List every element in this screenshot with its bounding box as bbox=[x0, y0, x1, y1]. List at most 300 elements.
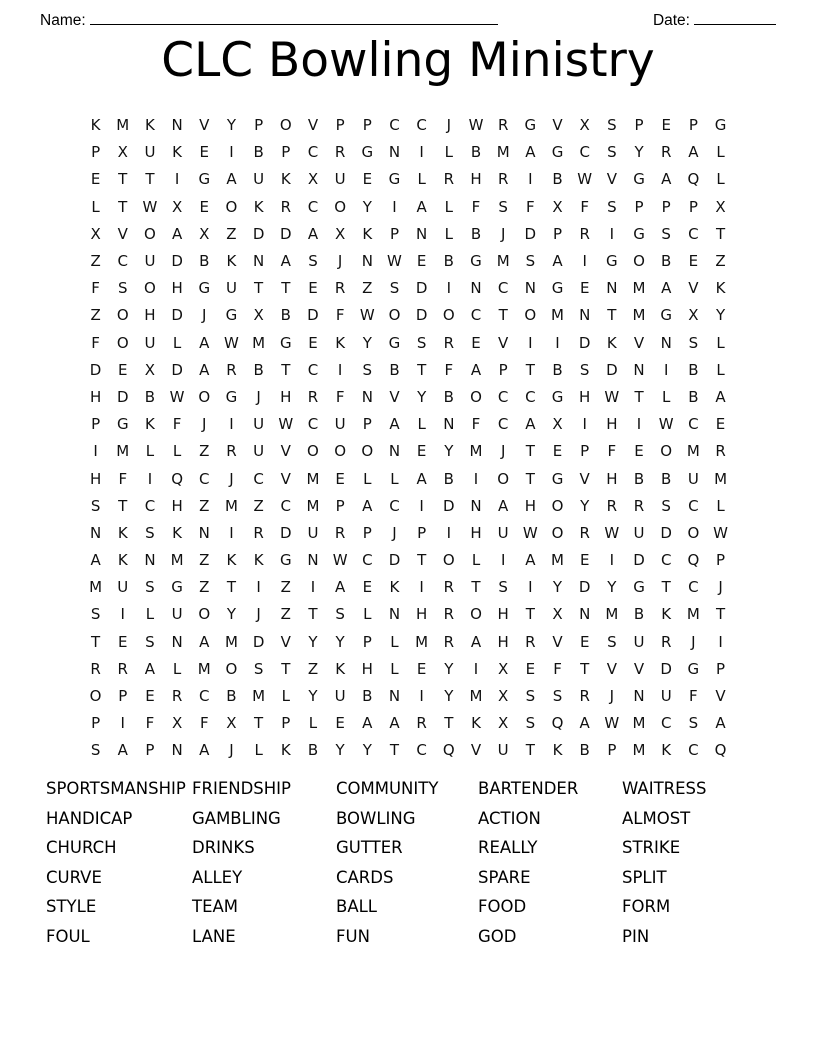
grid-letter[interactable]: C bbox=[253, 469, 264, 488]
grid-letter[interactable]: R bbox=[579, 224, 590, 243]
grid-letter[interactable]: B bbox=[280, 306, 291, 325]
grid-letter[interactable]: G bbox=[606, 252, 618, 271]
word-list-item[interactable]: FOUL bbox=[46, 926, 90, 946]
grid-letter[interactable]: T bbox=[525, 741, 535, 760]
grid-letter[interactable]: J bbox=[609, 687, 615, 706]
grid-letter[interactable]: T bbox=[525, 605, 535, 624]
grid-letter[interactable]: P bbox=[362, 116, 372, 135]
grid-letter[interactable]: G bbox=[551, 143, 564, 162]
grid-letter[interactable]: G bbox=[551, 279, 564, 298]
grid-letter[interactable]: N bbox=[633, 360, 645, 379]
grid-letter[interactable]: G bbox=[551, 469, 564, 488]
grid-letter[interactable]: M bbox=[116, 442, 130, 461]
grid-letter[interactable]: E bbox=[525, 659, 536, 678]
grid-letter[interactable]: B bbox=[144, 387, 156, 406]
grid-letter[interactable]: N bbox=[388, 143, 401, 162]
grid-letter[interactable]: A bbox=[661, 279, 672, 298]
word-list-item[interactable]: FUN bbox=[336, 926, 370, 946]
grid-letter[interactable]: B bbox=[199, 252, 210, 271]
grid-letter[interactable]: H bbox=[171, 496, 183, 515]
grid-letter[interactable]: A bbox=[226, 170, 237, 189]
grid-letter[interactable]: V bbox=[280, 632, 291, 651]
grid-letter[interactable]: M bbox=[496, 143, 510, 162]
grid-letter[interactable]: A bbox=[470, 360, 482, 379]
grid-letter[interactable]: R bbox=[525, 632, 536, 651]
grid-letter[interactable]: I bbox=[528, 333, 533, 352]
grid-letter[interactable]: B bbox=[470, 143, 482, 162]
grid-letter[interactable]: P bbox=[552, 224, 563, 243]
grid-letter[interactable]: N bbox=[524, 279, 536, 298]
grid-letter[interactable]: U bbox=[307, 523, 319, 542]
grid-letter[interactable]: M bbox=[714, 469, 728, 488]
grid-letter[interactable]: P bbox=[716, 659, 726, 678]
grid-letter[interactable]: S bbox=[552, 687, 563, 706]
grid-letter[interactable]: V bbox=[606, 170, 617, 189]
grid-letter[interactable]: G bbox=[116, 415, 129, 434]
grid-letter[interactable]: I bbox=[718, 632, 723, 651]
grid-letter[interactable]: N bbox=[470, 279, 482, 298]
grid-letter[interactable]: W bbox=[604, 387, 620, 406]
grid-letter[interactable]: O bbox=[198, 605, 211, 624]
grid-letter[interactable]: S bbox=[117, 279, 128, 298]
grid-letter[interactable]: B bbox=[253, 360, 264, 379]
grid-letter[interactable]: Z bbox=[280, 578, 291, 597]
grid-letter[interactable]: X bbox=[199, 224, 210, 243]
grid-letter[interactable]: C bbox=[307, 197, 319, 216]
grid-letter[interactable]: Q bbox=[442, 741, 455, 760]
grid-letter[interactable]: H bbox=[606, 469, 618, 488]
word-list-item[interactable]: FORM bbox=[622, 897, 671, 917]
grid-letter[interactable]: Z bbox=[226, 224, 237, 243]
grid-letter[interactable]: I bbox=[337, 360, 343, 379]
word-list-item[interactable]: GAMBLING bbox=[192, 808, 281, 828]
grid-letter[interactable]: S bbox=[498, 197, 508, 216]
grid-letter[interactable]: V bbox=[552, 632, 563, 651]
grid-letter[interactable]: X bbox=[144, 360, 156, 379]
grid-letter[interactable]: M bbox=[306, 496, 320, 515]
grid-letter[interactable]: L bbox=[363, 469, 372, 488]
grid-letter[interactable]: K bbox=[172, 143, 183, 162]
grid-letter[interactable]: X bbox=[90, 224, 101, 243]
grid-letter[interactable]: T bbox=[607, 306, 617, 325]
grid-letter[interactable]: Y bbox=[634, 143, 644, 162]
grid-letter[interactable]: K bbox=[661, 741, 672, 760]
grid-letter[interactable]: I bbox=[636, 415, 642, 434]
grid-letter[interactable]: Y bbox=[335, 632, 345, 651]
grid-letter[interactable]: I bbox=[582, 252, 587, 271]
grid-letter[interactable]: O bbox=[687, 523, 700, 542]
grid-letter[interactable]: K bbox=[117, 551, 128, 570]
grid-letter[interactable]: V bbox=[633, 659, 645, 678]
grid-letter[interactable]: H bbox=[579, 387, 591, 406]
word-list-item[interactable]: BALL bbox=[336, 897, 377, 917]
grid-letter[interactable]: L bbox=[716, 360, 725, 379]
grid-letter[interactable]: W bbox=[604, 523, 620, 542]
grid-letter[interactable]: A bbox=[362, 496, 373, 515]
grid-letter[interactable]: L bbox=[662, 387, 671, 406]
grid-letter[interactable]: K bbox=[280, 170, 291, 189]
grid-letter[interactable]: I bbox=[473, 659, 479, 678]
grid-letter[interactable]: T bbox=[715, 605, 726, 624]
grid-letter[interactable]: G bbox=[279, 551, 292, 570]
grid-letter[interactable]: C bbox=[688, 578, 699, 597]
grid-letter[interactable]: Z bbox=[199, 496, 210, 515]
grid-letter[interactable]: J bbox=[202, 306, 207, 325]
grid-letter[interactable]: C bbox=[579, 143, 590, 162]
grid-letter[interactable]: E bbox=[335, 714, 345, 733]
grid-letter[interactable]: K bbox=[389, 578, 400, 597]
grid-letter[interactable]: M bbox=[686, 605, 700, 624]
grid-letter[interactable]: C bbox=[688, 741, 699, 760]
grid-letter[interactable]: N bbox=[144, 551, 156, 570]
grid-letter[interactable]: M bbox=[632, 741, 646, 760]
word-list-item[interactable]: LANE bbox=[192, 926, 236, 946]
grid-letter[interactable]: Q bbox=[687, 170, 700, 189]
grid-letter[interactable]: E bbox=[199, 143, 210, 162]
grid-letter[interactable]: O bbox=[660, 442, 673, 461]
name-blank-line[interactable] bbox=[90, 11, 498, 25]
grid-letter[interactable]: N bbox=[388, 687, 401, 706]
grid-letter[interactable]: G bbox=[633, 578, 645, 597]
grid-letter[interactable]: H bbox=[497, 632, 509, 651]
grid-letter[interactable]: I bbox=[446, 523, 452, 542]
word-list-item[interactable]: BOWLING bbox=[336, 808, 416, 828]
grid-letter[interactable]: L bbox=[716, 170, 725, 189]
grid-letter[interactable]: F bbox=[91, 279, 100, 298]
grid-letter[interactable]: P bbox=[634, 197, 644, 216]
grid-letter[interactable]: V bbox=[389, 387, 400, 406]
grid-letter[interactable]: D bbox=[89, 360, 102, 379]
grid-letter[interactable]: I bbox=[528, 170, 533, 189]
grid-letter[interactable]: I bbox=[93, 442, 98, 461]
grid-letter[interactable]: D bbox=[415, 279, 428, 298]
grid-letter[interactable]: H bbox=[280, 387, 292, 406]
grid-letter[interactable]: H bbox=[497, 605, 509, 624]
grid-letter[interactable]: K bbox=[253, 551, 264, 570]
grid-letter[interactable]: Z bbox=[307, 659, 319, 678]
grid-letter[interactable]: B bbox=[661, 469, 672, 488]
grid-letter[interactable]: G bbox=[687, 659, 700, 678]
grid-letter[interactable]: I bbox=[229, 523, 234, 542]
grid-letter[interactable]: E bbox=[579, 632, 590, 651]
grid-letter[interactable]: O bbox=[470, 605, 482, 624]
grid-letter[interactable]: O bbox=[524, 306, 537, 325]
grid-letter[interactable]: P bbox=[607, 741, 617, 760]
grid-letter[interactable]: V bbox=[470, 741, 482, 760]
grid-letter[interactable]: D bbox=[116, 387, 129, 406]
grid-letter[interactable]: S bbox=[90, 496, 101, 515]
grid-letter[interactable]: T bbox=[525, 360, 535, 379]
grid-letter[interactable]: D bbox=[252, 224, 265, 243]
grid-letter[interactable]: T bbox=[715, 224, 726, 243]
grid-letter[interactable]: X bbox=[307, 170, 319, 189]
grid-letter[interactable]: Z bbox=[253, 496, 264, 515]
grid-letter[interactable]: L bbox=[417, 415, 426, 434]
grid-letter[interactable]: N bbox=[579, 306, 591, 325]
grid-letter[interactable]: A bbox=[335, 578, 346, 597]
grid-letter[interactable]: Q bbox=[551, 714, 564, 733]
grid-letter[interactable]: A bbox=[280, 252, 291, 271]
grid-letter[interactable]: W bbox=[142, 197, 158, 216]
word-list-item[interactable]: CHURCH bbox=[46, 838, 117, 858]
grid-letter[interactable]: C bbox=[497, 279, 509, 298]
grid-letter[interactable]: U bbox=[497, 741, 509, 760]
grid-letter[interactable]: R bbox=[334, 523, 346, 542]
grid-letter[interactable]: E bbox=[416, 659, 427, 678]
grid-letter[interactable]: P bbox=[91, 714, 101, 733]
grid-letter[interactable]: O bbox=[470, 387, 482, 406]
grid-letter[interactable]: O bbox=[551, 496, 564, 515]
grid-letter[interactable]: V bbox=[280, 442, 291, 461]
grid-letter[interactable]: N bbox=[171, 116, 183, 135]
grid-letter[interactable]: A bbox=[552, 252, 563, 271]
grid-letter[interactable]: J bbox=[256, 387, 261, 406]
grid-letter[interactable]: K bbox=[145, 415, 155, 434]
grid-letter[interactable]: N bbox=[307, 551, 319, 570]
grid-letter[interactable]: X bbox=[552, 197, 563, 216]
grid-letter[interactable]: G bbox=[198, 170, 211, 189]
grid-letter[interactable]: U bbox=[253, 415, 265, 434]
grid-letter[interactable]: J bbox=[229, 741, 234, 760]
grid-letter[interactable]: S bbox=[335, 605, 345, 624]
grid-letter[interactable]: J bbox=[229, 469, 234, 488]
grid-letter[interactable]: B bbox=[633, 469, 645, 488]
grid-letter[interactable]: R bbox=[226, 442, 237, 461]
grid-letter[interactable]: P bbox=[688, 116, 698, 135]
grid-letter[interactable]: R bbox=[280, 197, 291, 216]
grid-letter[interactable]: I bbox=[473, 469, 479, 488]
grid-letter[interactable]: Q bbox=[687, 551, 700, 570]
grid-letter[interactable]: O bbox=[361, 442, 374, 461]
grid-letter[interactable]: U bbox=[225, 279, 237, 298]
grid-letter[interactable]: Y bbox=[580, 496, 590, 515]
grid-letter[interactable]: A bbox=[362, 714, 373, 733]
grid-letter[interactable]: L bbox=[716, 143, 725, 162]
grid-letter[interactable]: S bbox=[145, 578, 155, 597]
grid-letter[interactable]: M bbox=[306, 469, 320, 488]
grid-letter[interactable]: P bbox=[254, 116, 264, 135]
grid-letter[interactable]: J bbox=[500, 442, 506, 461]
grid-letter[interactable]: A bbox=[525, 143, 536, 162]
grid-letter[interactable]: O bbox=[144, 279, 156, 298]
grid-letter[interactable]: E bbox=[715, 415, 726, 434]
grid-letter[interactable]: D bbox=[171, 252, 183, 271]
grid-letter[interactable]: X bbox=[552, 605, 563, 624]
grid-letter[interactable]: T bbox=[226, 578, 237, 597]
grid-letter[interactable]: S bbox=[525, 687, 536, 706]
grid-letter[interactable]: W bbox=[332, 551, 348, 570]
grid-letter[interactable]: V bbox=[117, 224, 128, 243]
grid-letter[interactable]: O bbox=[198, 387, 211, 406]
grid-letter[interactable]: I bbox=[446, 279, 452, 298]
grid-letter[interactable]: A bbox=[498, 496, 509, 515]
grid-letter[interactable]: M bbox=[252, 333, 266, 352]
grid-letter[interactable]: L bbox=[471, 551, 481, 570]
grid-letter[interactable]: U bbox=[633, 632, 645, 651]
grid-letter[interactable]: T bbox=[308, 605, 318, 624]
grid-letter[interactable]: L bbox=[145, 442, 155, 461]
grid-letter[interactable]: E bbox=[90, 170, 101, 189]
grid-letter[interactable]: P bbox=[498, 360, 508, 379]
word-list-item[interactable]: FOOD bbox=[478, 897, 527, 917]
grid-letter[interactable]: C bbox=[660, 551, 672, 570]
grid-letter[interactable]: P bbox=[91, 143, 101, 162]
grid-letter[interactable]: X bbox=[715, 197, 726, 216]
grid-letter[interactable]: D bbox=[606, 360, 618, 379]
grid-letter[interactable]: C bbox=[199, 469, 210, 488]
grid-letter[interactable]: E bbox=[416, 442, 427, 461]
grid-letter[interactable]: U bbox=[334, 687, 346, 706]
grid-letter[interactable]: R bbox=[443, 170, 455, 189]
grid-letter[interactable]: B bbox=[253, 143, 264, 162]
word-list-item[interactable]: REALLY bbox=[478, 838, 538, 858]
grid-letter[interactable]: C bbox=[497, 415, 509, 434]
grid-letter[interactable]: W bbox=[468, 116, 484, 135]
grid-letter[interactable]: V bbox=[280, 469, 291, 488]
grid-letter[interactable]: Z bbox=[715, 252, 726, 271]
grid-letter[interactable]: G bbox=[470, 252, 482, 271]
grid-letter[interactable]: P bbox=[362, 523, 372, 542]
grid-letter[interactable]: R bbox=[497, 170, 509, 189]
grid-letter[interactable]: H bbox=[144, 306, 156, 325]
grid-letter[interactable]: R bbox=[334, 279, 346, 298]
grid-letter[interactable]: M bbox=[224, 496, 238, 515]
grid-letter[interactable]: G bbox=[171, 578, 183, 597]
grid-letter[interactable]: R bbox=[334, 143, 346, 162]
grid-letter[interactable]: G bbox=[225, 306, 238, 325]
grid-letter[interactable]: R bbox=[90, 659, 101, 678]
grid-letter[interactable]: U bbox=[334, 170, 346, 189]
grid-letter[interactable]: F bbox=[689, 687, 698, 706]
grid-letter[interactable]: D bbox=[633, 551, 645, 570]
grid-letter[interactable]: C bbox=[307, 143, 319, 162]
grid-letter[interactable]: P bbox=[661, 197, 671, 216]
grid-letter[interactable]: R bbox=[606, 496, 618, 515]
grid-letter[interactable]: S bbox=[661, 224, 671, 243]
grid-letter[interactable]: S bbox=[90, 605, 101, 624]
word-list-item[interactable]: GUTTER bbox=[336, 838, 403, 858]
grid-letter[interactable]: K bbox=[335, 659, 346, 678]
grid-letter[interactable]: H bbox=[361, 659, 373, 678]
grid-letter[interactable]: L bbox=[91, 197, 100, 216]
grid-letter[interactable]: S bbox=[362, 360, 373, 379]
grid-letter[interactable]: L bbox=[716, 496, 725, 515]
grid-letter[interactable]: V bbox=[579, 469, 590, 488]
grid-letter[interactable]: R bbox=[443, 578, 455, 597]
grid-letter[interactable]: B bbox=[688, 360, 699, 379]
grid-letter[interactable]: N bbox=[361, 252, 373, 271]
grid-letter[interactable]: G bbox=[633, 170, 645, 189]
grid-letter[interactable]: K bbox=[471, 714, 481, 733]
grid-letter[interactable]: N bbox=[388, 442, 401, 461]
grid-letter[interactable]: L bbox=[254, 741, 263, 760]
grid-letter[interactable]: D bbox=[578, 578, 591, 597]
grid-letter[interactable]: K bbox=[117, 523, 128, 542]
grid-letter[interactable]: K bbox=[145, 116, 155, 135]
grid-letter[interactable]: G bbox=[225, 387, 238, 406]
grid-letter[interactable]: P bbox=[417, 523, 427, 542]
grid-letter[interactable]: T bbox=[580, 659, 590, 678]
grid-letter[interactable]: K bbox=[172, 523, 183, 542]
grid-letter[interactable]: D bbox=[307, 306, 319, 325]
grid-letter[interactable]: X bbox=[253, 306, 264, 325]
grid-letter[interactable]: I bbox=[582, 415, 587, 434]
word-list-item[interactable]: GOD bbox=[478, 926, 517, 946]
word-list-item[interactable]: SPLIT bbox=[622, 867, 667, 887]
grid-letter[interactable]: Y bbox=[335, 741, 345, 760]
grid-letter[interactable]: K bbox=[226, 551, 237, 570]
grid-letter[interactable]: H bbox=[89, 387, 102, 406]
grid-letter[interactable]: E bbox=[579, 279, 590, 298]
grid-letter[interactable]: L bbox=[444, 197, 453, 216]
grid-letter[interactable]: U bbox=[117, 578, 129, 597]
grid-letter[interactable]: T bbox=[118, 496, 128, 515]
grid-letter[interactable]: K bbox=[90, 116, 101, 135]
grid-letter[interactable]: O bbox=[334, 442, 347, 461]
grid-letter[interactable]: R bbox=[443, 632, 455, 651]
grid-letter[interactable]: B bbox=[307, 741, 319, 760]
grid-letter[interactable]: T bbox=[281, 360, 291, 379]
grid-letter[interactable]: A bbox=[715, 714, 726, 733]
grid-letter[interactable]: M bbox=[496, 252, 510, 271]
grid-letter[interactable]: S bbox=[525, 252, 536, 271]
grid-letter[interactable]: N bbox=[660, 333, 672, 352]
grid-letter[interactable]: S bbox=[607, 197, 617, 216]
grid-letter[interactable]: Z bbox=[199, 551, 210, 570]
grid-letter[interactable]: W bbox=[658, 415, 674, 434]
grid-letter[interactable]: Q bbox=[714, 741, 727, 760]
grid-letter[interactable]: F bbox=[526, 197, 535, 216]
word-list-item[interactable]: STRIKE bbox=[622, 838, 681, 858]
word-list-item[interactable]: ALLEY bbox=[192, 867, 243, 887]
grid-letter[interactable]: J bbox=[256, 605, 261, 624]
grid-letter[interactable]: A bbox=[416, 469, 427, 488]
grid-letter[interactable]: P bbox=[634, 116, 644, 135]
grid-letter[interactable]: T bbox=[417, 360, 427, 379]
grid-letter[interactable]: S bbox=[389, 279, 400, 298]
grid-letter[interactable]: C bbox=[470, 306, 482, 325]
grid-letter[interactable]: P bbox=[716, 551, 726, 570]
grid-letter[interactable]: C bbox=[117, 252, 128, 271]
grid-letter[interactable]: V bbox=[199, 116, 210, 135]
grid-letter[interactable]: I bbox=[555, 333, 560, 352]
grid-letter[interactable]: Y bbox=[417, 387, 427, 406]
grid-letter[interactable]: Z bbox=[199, 442, 210, 461]
grid-letter[interactable]: I bbox=[120, 714, 125, 733]
grid-letter[interactable]: M bbox=[415, 632, 429, 651]
grid-letter[interactable]: I bbox=[229, 415, 234, 434]
grid-letter[interactable]: I bbox=[256, 578, 261, 597]
grid-letter[interactable]: R bbox=[660, 143, 672, 162]
grid-letter[interactable]: R bbox=[253, 523, 264, 542]
grid-letter[interactable]: E bbox=[308, 333, 318, 352]
grid-letter[interactable]: K bbox=[280, 741, 291, 760]
grid-letter[interactable]: P bbox=[362, 632, 372, 651]
word-list-item[interactable]: COMMUNITY bbox=[336, 779, 439, 798]
grid-letter[interactable]: F bbox=[471, 415, 481, 434]
grid-letter[interactable]: C bbox=[416, 741, 427, 760]
grid-letter[interactable]: A bbox=[144, 659, 156, 678]
grid-letter[interactable]: F bbox=[553, 659, 562, 678]
grid-letter[interactable]: P bbox=[335, 116, 345, 135]
grid-letter[interactable]: T bbox=[281, 659, 291, 678]
grid-letter[interactable]: E bbox=[634, 442, 644, 461]
grid-letter[interactable]: I bbox=[500, 551, 506, 570]
grid-letter[interactable]: O bbox=[279, 116, 292, 135]
grid-letter[interactable]: T bbox=[498, 306, 508, 325]
grid-letter[interactable]: H bbox=[470, 170, 482, 189]
grid-letter[interactable]: A bbox=[389, 714, 400, 733]
